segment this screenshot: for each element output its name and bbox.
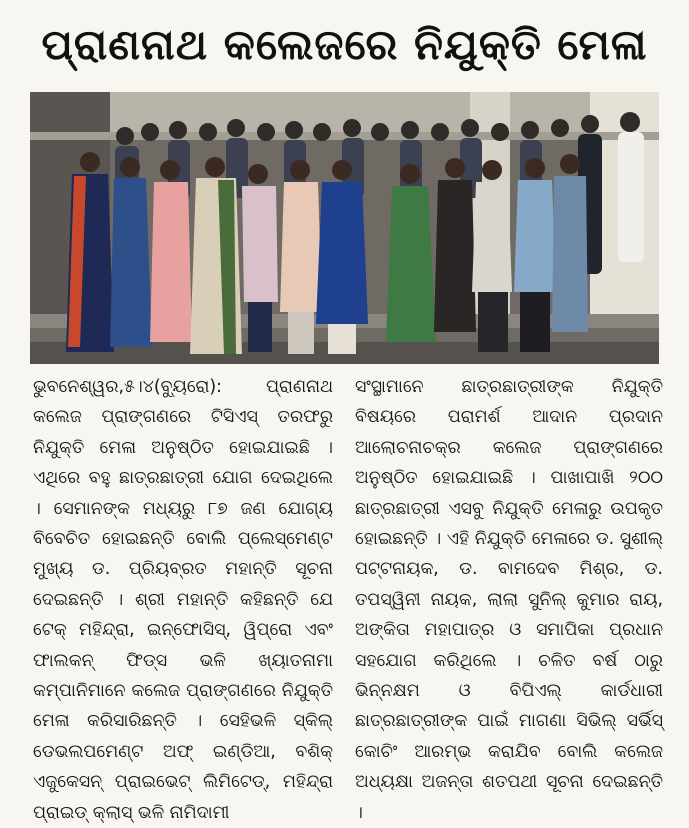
article-column-left <box>33 372 333 823</box>
headline: ପ୍ରାଣନାଥ କଲେଜରେ ନିଯୁକ୍ତି ମେଳା <box>41 20 648 69</box>
article-column-right <box>355 372 663 823</box>
article-body <box>33 372 663 823</box>
article-text-right: ସଂସ୍ଥାମାନେ ଛାତ୍ରଛାତ୍ରୀଙ୍କ ନିଯୁକ୍ତି ବିଷୟରେ ପରାମର୍ଶ ଆଦାନ ପ୍ରଦାନ ଆଲୋଚନାଚକ୍ର କଲେଜ ପ୍ରାଙ୍ଗଣରେ ଅନୁଷ୍ଠିତ ହୋଇଯାଇଛି । ପାଖାପାଖି ୨୦୦ ଛାତ୍ରଛାତ୍ରୀ ଏସବୁ ନିଯୁକ୍ତି ମେଳାରୁ ଉପକୃତ ହୋଇଛନ୍ତି । ଏହି ନିଯୁକ୍ତି ମେଳାରେ ଡ. ସୁଶୀଲ୍ ପଟ୍ଟନାୟକ, ଡ. ବାମଦେବ ମିଶ୍ର, ଡ. ତପସ୍ୱିନୀ ନାୟକ, ଲାଲା ସୁନିଲ୍ କୁମାର ରାୟ, ଅଙ୍କିତା ମହାପାତ୍ର ଓ ସମାପିକା ପ୍ରଧାନ ସହଯୋଗ କରିଥିଲେ । ଚଳିତ ବର୍ଷ ଠାରୁ ଭିନ୍ନକ୍ଷମ ଓ ବିପିଏଲ୍ କାର୍ଡଧାରୀ ଛାତ୍ରଛାତ୍ରୀଙ୍କ ପାଇଁ ମାଗଣା ସିଭିଲ୍ ସର୍ଭିସ୍ କୋଚିଂ ଆରମ୍ଭ କରାଯିବ ବୋଲି କଲେଜ ଅଧ୍ୟକ୍ଷା ଅଜନ୍ତା ଶତପଥୀ ସୂଚନା ଦେଇଛନ୍ତି । <box>355 377 663 823</box>
group-photo-icon <box>30 92 659 364</box>
group-photo <box>30 92 659 364</box>
article-text-left: ଭୁବନେଶ୍ୱର,୫।୪(ବ୍ୟୁରୋ): ପ୍ରାଣନାଥ କଲେଜ ପ୍ରାଙ୍ଗଣରେ ଟିସିଏସ୍ ତରଫରୁ ନିଯୁକ୍ତି ମେଳା ଅନୁଷ୍ଠିତ ହୋଇଯାଇଛି । ଏଥିରେ ବହୁ ଛାତ୍ରଛାତ୍ରୀ ଯୋଗ ଦେଇଥିଲେ । ସେମାନଙ୍କ ମଧ୍ୟରୁ ୮୭ ଜଣ ଯୋଗ୍ୟ ବିବେଚିତ ହୋଇଛନ୍ତି ବୋଲି ପ୍ଲେସ୍‌ମେଣ୍ଟ ମୁଖ୍ୟ ଡ. ପ୍ରିୟବ୍ରତ ମହାନ୍ତି ସୂଚନା ଦେଇଛନ୍ତି । ଶ୍ରୀ ମହାନ୍ତି କହିଛନ୍ତି ଯେ ଟେକ୍ ମହିନ୍ଦ୍ରା, ଇନ୍‌ଫୋସିସ୍, ୱିପ୍ରୋ ଏବଂ ଫାଲକନ୍ ଫିଡ୍‌ସ ଭଳି ଖ୍ୟାତନାମା କମ୍ପାନିମାନେ କଲେଜ ପ୍ରାଙ୍ଗଣରେ ନିଯୁକ୍ତି ମେଳା କରିସାରିଛନ୍ତି । ସେହିଭଳି ସ୍କିଲ୍ ଡେଭଲପମେଣ୍ଟ ଅଫ୍ ଇଣ୍ଡିଆ, ବଶିକ୍ ଏଜୁକେସନ୍ ପ୍ରାଇଭେଟ୍ ଲିମିଟେଡ୍, ମହିନ୍ଦ୍ରା ପ୍ରାଇଡ୍ କ୍ଲାସ୍ ଭଳି ନାମିଦାମୀ <box>33 377 333 823</box>
